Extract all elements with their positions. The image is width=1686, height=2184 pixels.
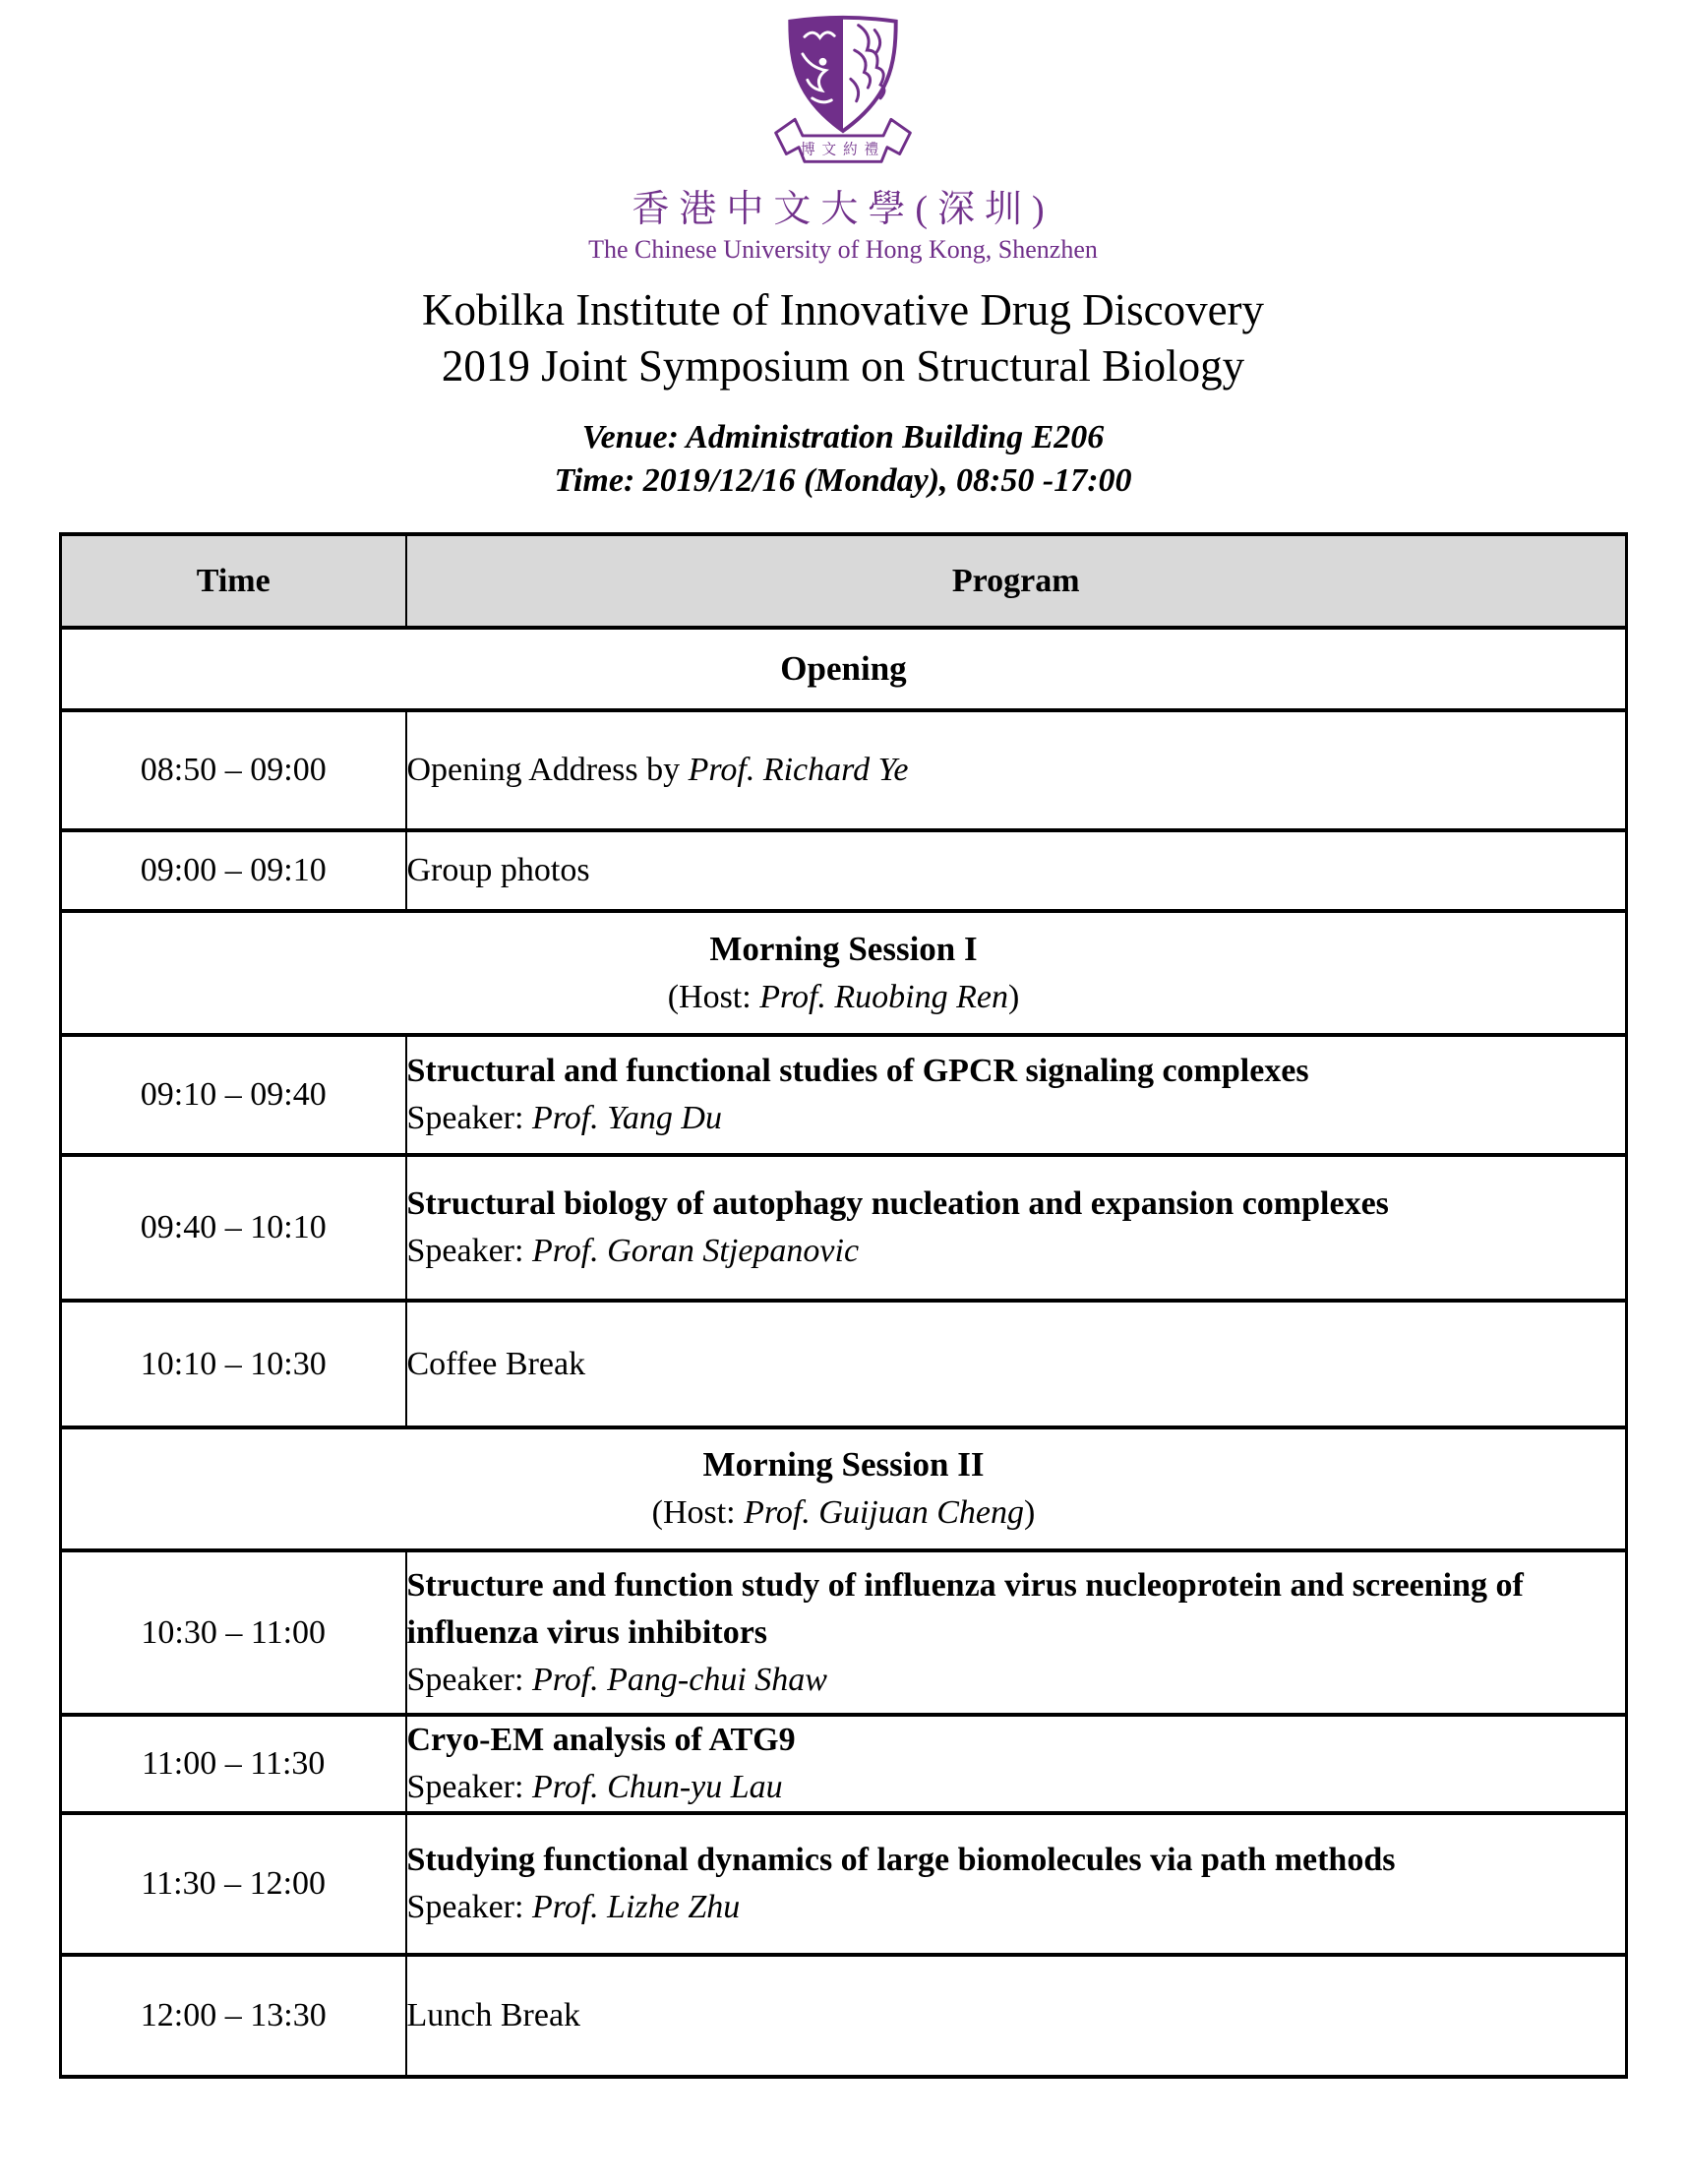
speaker-line	[407, 1228, 1626, 1275]
time-cell: 11:00 – 11:30	[61, 1715, 406, 1813]
host-name: Prof. Ruobing Ren	[759, 978, 1008, 1015]
program-cell	[406, 1955, 1627, 2077]
program-cell	[406, 710, 1627, 830]
program-row	[61, 830, 1627, 911]
section-row-morning-1	[61, 911, 1627, 1035]
speaker-line	[407, 1657, 1626, 1704]
host-line	[668, 979, 1020, 1015]
time-cell: 08:50 – 09:00	[61, 710, 406, 830]
section-cell	[61, 1427, 1627, 1550]
talk-title: Structure and function study of influenza virus nucleoprotein and screening of influenza virus inhibitors	[406, 1566, 1524, 1651]
program-table	[59, 532, 1628, 2079]
talk-title: Structural and functional studies of GPCR signaling complexes	[406, 1053, 1309, 1089]
section-title: Morning Session II	[702, 1445, 985, 1484]
time-cell: 10:30 – 11:00	[61, 1550, 406, 1715]
talk-row	[61, 1715, 1627, 1813]
speaker-line	[407, 1764, 1626, 1811]
program-row	[61, 710, 1627, 830]
program-text: Opening Address by	[406, 752, 689, 788]
time-cell: 11:30 – 12:00	[61, 1813, 406, 1955]
section-row-morning-2	[61, 1427, 1627, 1550]
program-text-italic: Prof. Richard Ye	[688, 752, 909, 788]
speaker-label: Speaker:	[406, 1769, 532, 1805]
talk-title: Structural biology of autophagy nucleation and expansion complexes	[406, 1185, 1389, 1222]
event-meta	[0, 416, 1686, 503]
speaker-label: Speaker:	[406, 1100, 532, 1136]
speaker-line	[407, 1884, 1626, 1931]
university-name-chinese: 香港中文大學(深圳)	[632, 189, 1054, 230]
talk-title: Cryo-EM analysis of ATG9	[406, 1722, 796, 1758]
time-cell: 12:00 – 13:30	[61, 1955, 406, 2077]
section-title: Opening	[780, 648, 907, 688]
speaker-label: Speaker:	[406, 1233, 532, 1269]
speaker-label: Speaker:	[406, 1889, 532, 1925]
section-cell	[61, 628, 1627, 710]
program-text: Lunch Break	[406, 1997, 581, 2033]
talk-row	[61, 1550, 1627, 1715]
program-cell	[406, 1035, 1627, 1155]
venue-line: Venue: Administration Building E206	[581, 419, 1105, 455]
university-crest-icon	[747, 10, 939, 175]
section-row-opening	[61, 628, 1627, 710]
program-cell	[406, 1715, 1627, 1813]
table-header-row	[61, 534, 1627, 628]
time-cell: 09:00 – 09:10	[61, 830, 406, 911]
program-text: Coffee Break	[406, 1345, 586, 1382]
program-cell	[406, 1813, 1627, 1955]
crest-motto-text: 博文約禮	[801, 142, 885, 158]
time-cell: 09:40 – 10:10	[61, 1155, 406, 1301]
section-cell	[61, 911, 1627, 1035]
program-cell	[406, 1155, 1627, 1301]
col-header-program: Program	[406, 534, 1627, 628]
speaker-name: Prof. Goran Stjepanovic	[531, 1233, 860, 1269]
host-close: )	[1007, 978, 1020, 1015]
program-text: Group photos	[406, 852, 590, 888]
program-cell	[406, 830, 1627, 911]
symposium-title	[0, 282, 1686, 394]
program-row	[61, 1301, 1627, 1427]
speaker-line	[407, 1095, 1626, 1142]
host-line	[652, 1494, 1036, 1531]
speaker-name: Prof. Lizhe Zhu	[531, 1889, 741, 1925]
symposium-title-line2: 2019 Joint Symposium on Structural Biology	[441, 341, 1245, 391]
host-open: (Host:	[651, 1494, 745, 1531]
program-cell	[406, 1301, 1627, 1427]
speaker-name: Prof. Chun-yu Lau	[531, 1769, 783, 1805]
speaker-name: Prof. Yang Du	[531, 1100, 722, 1136]
time-cell: 09:10 – 09:40	[61, 1035, 406, 1155]
speaker-label: Speaker:	[406, 1661, 532, 1698]
col-header-time: Time	[61, 534, 406, 628]
talk-row	[61, 1155, 1627, 1301]
time-line: Time: 2019/12/16 (Monday), 08:50 -17:00	[554, 462, 1132, 499]
symposium-title-line1: Kobilka Institute of Innovative Drug Discovery	[421, 285, 1265, 334]
program-row	[61, 1955, 1627, 2077]
talk-title: Studying functional dynamics of large biomolecules via path methods	[406, 1842, 1396, 1878]
time-cell: 10:10 – 10:30	[61, 1301, 406, 1427]
speaker-name: Prof. Pang-chui Shaw	[531, 1661, 827, 1698]
talk-row	[61, 1035, 1627, 1155]
section-title: Morning Session I	[709, 929, 978, 968]
university-name-english: The Chinese University of Hong Kong, Shenzhen	[588, 235, 1098, 264]
talk-row	[61, 1813, 1627, 1955]
host-close: )	[1024, 1494, 1036, 1531]
host-name: Prof. Guijuan Cheng	[744, 1494, 1025, 1531]
host-open: (Host:	[667, 978, 760, 1015]
program-cell	[406, 1550, 1627, 1715]
masthead	[0, 0, 1686, 503]
